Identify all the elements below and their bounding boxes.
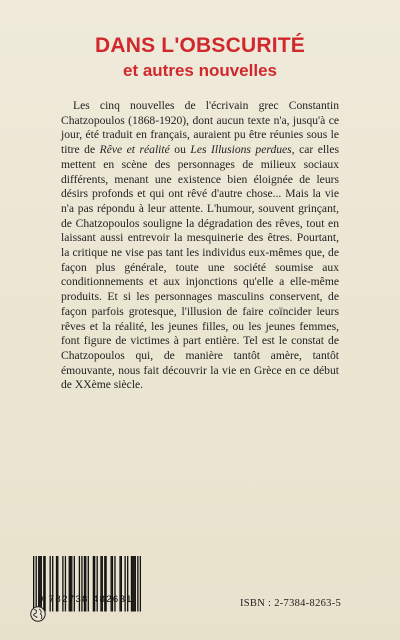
- barcode-bar: [33, 556, 34, 612]
- blurb-text-2: ou: [169, 143, 191, 157]
- book-subtitle: et autres nouvelles: [122, 61, 277, 80]
- barcode-bar: [140, 556, 141, 612]
- blurb-paragraph: [61, 99, 339, 393]
- isbn-label: ISBN : 2-7384-8263-5: [240, 598, 342, 609]
- globe-icon: [30, 606, 46, 622]
- barcode: [33, 556, 141, 616]
- barcode-digits: 9 782738 482631: [38, 594, 133, 605]
- blurb-italic-title-2: Les Illusions perdues: [190, 143, 292, 157]
- blurb-text-1: Les cinq nouvelles de l'écrivain grec Constantin Chatzopoulos (1868-1920), dont aucun texte n'a, jusqu'à ce jour, été traduit en français, auraient pu être réunies sous le titre de: [61, 99, 339, 157]
- barcode-bar: [36, 556, 37, 612]
- blurb-italic-title-1: Rêve et réalité: [99, 143, 170, 157]
- book-title: DANS L'OBSCURITÉ: [94, 34, 306, 57]
- blurb-text-3: , car elles mettent en scène des personnages de milieux sociaux différents, menant une existence bien éloignée de leurs désirs profonds et qui ont rêvé d'autre chose... Mais la vie n'a pas répondu à leur attente. L'humour, souvent grinçant, de Chatzopoulos souligne la dégradation des rêves, tout en laissant aussi entrevoir la mesquinerie des êtres. Pourtant, la critique ne vise pas tant les individus eux-mêmes que, de façon plus générale, toute une société soumise aux conditionnements et aux injonctions qu'elle a elle-même produits. Et si les personnages masculins conservent, de façon parfois grotesque, l'illusion de faire coïncider leurs rêves et la réalité, les jeunes filles, ou les jeunes femmes, font figure de victimes à part entière. Tel est le constat de Chatzopoulos qui, de manière tantôt amère, tantôt émouvante, nous fait découvrir la vie en Grèce en ce début de XXème siècle.: [61, 143, 339, 392]
